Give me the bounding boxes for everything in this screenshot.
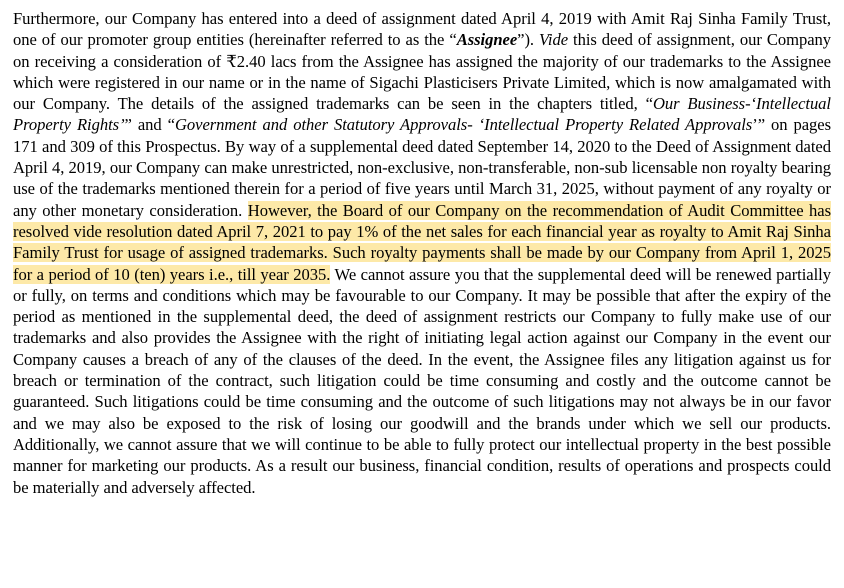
document-paragraph <box>13 8 831 498</box>
chapter-title-2: Government and other Statutory Approvals- ‘Intellectual Property Related Approvals <box>174 115 753 135</box>
vide-term: Vide <box>539 30 569 50</box>
highlighted-text[interactable]: However, the Board of our Company on the recommendation of Audit Committee has resolved vide resolution dated April 7, 2021 to pay 1% of the net sales for each financial year as royalty to Amit Raj Sinha Family Trust for usage of assigned trademarks. Such royalty payments shall be made by our Company from April 1, 2025 for a period of 10 (ten) years i.e., till year 2035. <box>13 200 831 284</box>
paragraph-text-1: Furthermore, our Company has entered into a deed of assignment dated April 4, 2019 with Amit Raj Sinha Family Trust, one of our promoter group entities (hereinafter referred to as the “ <box>13 9 831 50</box>
paragraph-text-6: We cannot assure you that the supplemental deed will be renewed partially or fully, on terms and conditions which may be favourable to our Company. It may be possible that after the expiry of the period as mentioned in the supplemental deed, the deed of assignment restricts our Company to fully make use of our trademarks and also provides the Assignee with the right of initiating legal action against our Company in the event our Company causes a breach of any of the clauses of the deed. In the event, the Assignee files any litigation against us for breach or termination of the contract, such litigation could be time consuming and costly and the outcome cannot be guaranteed. Such litigations could be time consuming and the outcome of such litigations may not always be in our favor and we may also be exposed to the risk of losing our goodwill and the brands under which we sell our products. Additionally, we cannot assure that we will continue to be able to fully protect our intellectual property in the best possible manner for marketing our products. As a result our business, financial condition, results of operations and prospects could be materially and adversely affected. <box>13 264 831 497</box>
paragraph-text-4: ” and “ <box>124 115 175 135</box>
paragraph-text-2: ”). <box>517 30 540 50</box>
paragraph-text-3: this deed of assignment, our Company on receiving a consideration of ₹2.40 lacs from the Assignee has assigned the majority of our trademarks to the Assignee which were registered in our name or in the name of Sigachi Plasticisers Private Limited, which is now amalgamated with our Company. The details of the assigned trademarks can be seen in the chapters titled, “ <box>13 30 832 114</box>
paragraph-text-5: ’” on pages 171 and 309 of this Prospectus. By way of a supplemental deed dated September 14, 2020 to the Deed of Assignment dated April 4, 2019, our Company can make unrestricted, non-exclusive, non-transferable, non-sub licensable non royalty bearing use of the trademarks mentioned therein for a period of five years until March 31, 2025, without payment of any royalty or any other monetary consideration. <box>13 115 832 220</box>
assignee-term: Assignee <box>456 30 518 50</box>
chapter-title-1: Our Business-‘Intellectual Property Rights’ <box>13 94 831 135</box>
